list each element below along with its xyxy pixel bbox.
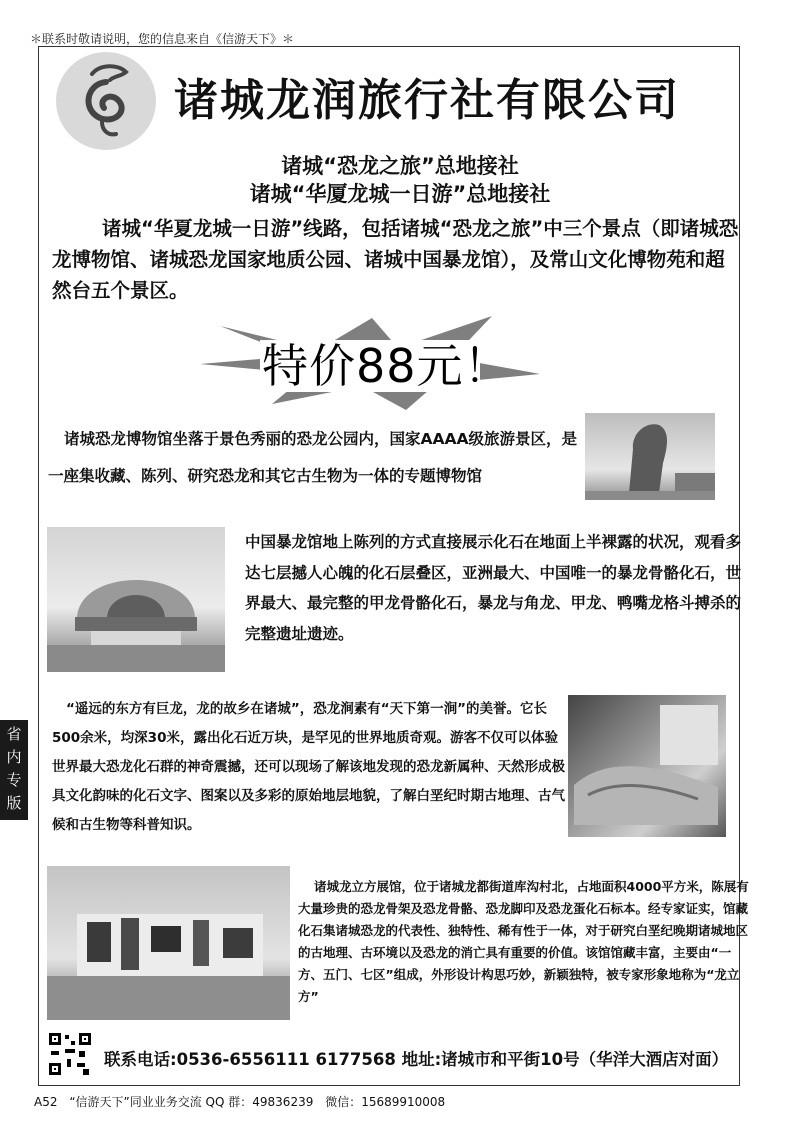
publication-qq-group: “信游天下”同业业务交流 QQ 群：49836239	[69, 1095, 314, 1109]
special-price: 特价88元！	[262, 339, 511, 393]
tyrannosaurus-hall-text: 中国暴龙馆地上陈列的方式直接展示化石在地面上半裸露的状况，观看多达七层撼人心魄的化石层叠区，亚洲最大、中国唯一的暴龙骨骼化石，世界最大、最完整的甲龙骨骼化石，暴龙与角龙、甲龙、鸭嘴龙格斗搏杀的完整遗址遗迹。	[245, 533, 742, 643]
wechat-info: 微信：15689910008	[325, 1095, 446, 1109]
company-name: 诸城龙润旅行社有限公司	[174, 75, 680, 126]
dinosaur-sculpture-photo	[585, 413, 715, 500]
contact-info: 联系电话:0536-6556111 6177568 地址:诸城市和平街10号（华洋大酒店对面）	[104, 1050, 729, 1069]
fossil-site-photo	[568, 695, 726, 837]
subtitle-dinosaur-tour: 诸城“恐龙之旅”总地接社	[281, 154, 519, 178]
route-intro: 诸城“华夏龙城一日游”线路，包括诸城“恐龙之旅”中三个景点（即诸城恐龙博物馆、诸城恐龙国家地质公园、诸城中国暴龙馆），及常山文化博物苑和超然台五个景区。	[52, 217, 739, 302]
subtitle-day-tour: 诸城“华厦龙城一日游”总地接社	[249, 182, 551, 206]
dragon-cube-hall-text: 诸城龙立方展馆，位于诸城龙都街道库沟村北，占地面积4000平方米，陈展有大量珍贵的恐龙骨架及恐龙骨骼、恐龙脚印及恐龙蛋化石标本。经专家证实，馆藏化石集诸城恐龙的代表性、独特性、稀有性于一体，对于研究白垩纪晚期诸城地区的古地理、古环境以及恐龙的消亡具有重要的价值。该馆馆藏丰富，主要由“一方、五门、七区”组成，外形设计构思巧妙，新颖独特，被专家形象地称为“龙立方”	[298, 879, 749, 1004]
qr-code	[47, 1031, 93, 1077]
company-logo	[56, 52, 156, 150]
dinosaur-ravine-text: “遥远的东方有巨龙，龙的故乡在诸城”，恐龙涧素有“天下第一涧”的美誉。它长500余米，均深30米，露出化石近万块，是罕见的世界地质奇观。游客不仅可以体验世界最大恐龙化石群的神奇震撼，还可以现场了解该地发现的恐龙新属种、天然形成极具文化韵味的化石文字、图案以及多彩的原始地层地貌，了解白垩纪时期古地理、古气候和古生物等科普知识。	[52, 701, 565, 833]
side-tab-provincial-edition: 省内专版	[0, 720, 28, 820]
dragon-cube-building-photo	[47, 866, 290, 1020]
top-note: ＊联系时敬请说明，您的信息来自《信游天下》＊	[30, 32, 295, 46]
footer	[34, 1093, 453, 1110]
dinosaur-museum-text: 诸城恐龙博物馆坐落于景色秀丽的恐龙公园内，国家AAAA级旅游景区，是一座集收藏、陈列、研究恐龙和其它古生物为一体的专题博物馆	[48, 430, 577, 485]
dragon-logo-icon	[56, 52, 156, 150]
tyrannosaurus-hall-photo	[47, 527, 225, 672]
page-number: A52	[34, 1095, 58, 1109]
